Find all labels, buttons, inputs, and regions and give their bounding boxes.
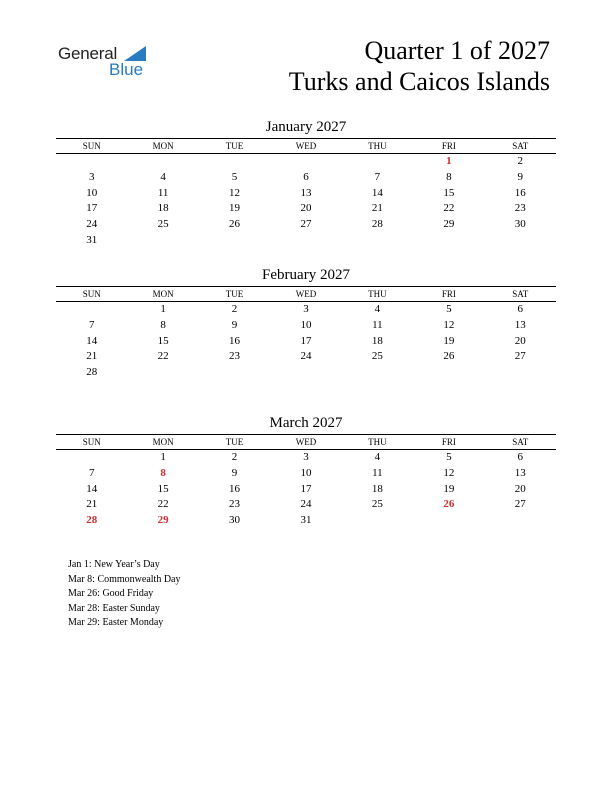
day-cell: 21 — [86, 498, 98, 511]
weekday-label: WED — [295, 141, 317, 151]
holiday-notes — [68, 558, 180, 631]
day-cell: 7 — [374, 170, 381, 183]
week-row — [56, 318, 556, 334]
day-cell: 27 — [514, 350, 526, 363]
day-cell: 24 — [86, 218, 98, 231]
day-cell: 28 — [371, 218, 383, 231]
day-cell: 15 — [157, 334, 169, 347]
page-title: Quarter 1 of 2027 — [364, 36, 550, 65]
weekday-label: MON — [152, 141, 174, 151]
day-cell: 25 — [371, 498, 383, 511]
empty-day-cell — [270, 154, 341, 170]
holiday-day-cell: 1 — [446, 155, 452, 167]
holiday-day-cell: 29 — [157, 514, 169, 527]
day-cell: 16 — [514, 186, 526, 199]
day-cell: 23 — [229, 498, 241, 511]
empty-day-cell — [127, 154, 198, 170]
day-cell: 5 — [446, 303, 452, 315]
week-row — [56, 233, 556, 249]
empty-day-cell — [413, 233, 484, 249]
holiday-note: Jan 1: New Year’s Day — [68, 559, 160, 570]
day-cell: 20 — [300, 202, 312, 215]
weekday-label: TUE — [225, 289, 244, 299]
weekday-label: WED — [295, 437, 317, 447]
day-cell: 10 — [86, 186, 98, 199]
day-cell: 14 — [86, 334, 98, 347]
day-cell: 28 — [86, 366, 98, 379]
holiday-day-cell: 28 — [86, 514, 98, 527]
day-cell: 4 — [374, 303, 381, 315]
week-row — [56, 497, 556, 513]
empty-day-cell — [127, 233, 198, 249]
logo-triangle-icon — [124, 46, 146, 61]
day-cell: 5 — [231, 170, 238, 183]
day-cell: 9 — [231, 318, 238, 331]
day-cell: 12 — [443, 318, 455, 331]
generalblue-logo — [58, 42, 168, 82]
week-row — [56, 365, 556, 381]
day-cell: 15 — [157, 482, 169, 495]
day-cell: 30 — [229, 514, 241, 527]
weekday-label: FRI — [441, 141, 456, 151]
day-cell: 16 — [229, 334, 241, 347]
day-cell: 31 — [86, 233, 98, 246]
empty-day-cell — [199, 233, 270, 249]
empty-day-cell — [56, 154, 127, 170]
day-cell: 19 — [443, 482, 455, 495]
week-row — [56, 201, 556, 217]
page-subtitle: Turks and Caicos Islands — [288, 67, 550, 96]
day-cell: 10 — [300, 318, 312, 331]
logo-blue-text: Blue — [109, 60, 144, 79]
weekday-label: MON — [152, 437, 174, 447]
day-cell: 19 — [229, 202, 241, 215]
day-cell: 1 — [160, 451, 166, 463]
weekday-label: SUN — [82, 289, 101, 299]
day-cell: 21 — [371, 202, 383, 215]
weekday-label: SAT — [512, 289, 529, 299]
empty-day-cell — [485, 513, 556, 529]
weekday-label: FRI — [441, 437, 456, 447]
empty-day-cell — [413, 365, 484, 381]
week-row — [56, 334, 556, 350]
day-cell: 13 — [514, 466, 526, 479]
day-cell: 16 — [229, 482, 241, 495]
holiday-note: Mar 8: Commonwealth Day — [68, 573, 181, 585]
day-cell: 4 — [160, 170, 166, 183]
weekday-label: WED — [295, 289, 317, 299]
weekday-label: THU — [368, 141, 387, 151]
day-cell: 8 — [160, 318, 166, 331]
weekday-label: FRI — [441, 289, 456, 299]
day-cell: 23 — [229, 350, 241, 363]
empty-day-cell — [342, 154, 413, 170]
weekday-label: THU — [368, 437, 387, 447]
day-cell: 7 — [88, 318, 95, 331]
week-row — [56, 513, 556, 529]
day-cell: 10 — [300, 466, 312, 479]
day-cell: 14 — [86, 482, 98, 495]
month-february — [56, 265, 556, 381]
month-title: February 2027 — [262, 267, 350, 283]
weekday-header-row — [56, 139, 556, 153]
weekday-label: SAT — [512, 141, 529, 151]
day-cell: 22 — [157, 350, 169, 363]
empty-day-cell — [270, 233, 341, 249]
day-cell: 27 — [300, 218, 312, 231]
month-march — [56, 413, 556, 529]
day-cell: 25 — [371, 350, 383, 363]
day-cell: 24 — [300, 350, 312, 363]
day-cell: 5 — [446, 451, 452, 463]
day-cell: 22 — [157, 498, 169, 511]
day-cell: 15 — [443, 186, 455, 199]
day-cell: 26 — [443, 350, 455, 363]
day-cell: 27 — [514, 498, 526, 511]
day-cell: 3 — [88, 170, 95, 183]
empty-day-cell — [342, 365, 413, 381]
day-cell: 6 — [517, 303, 523, 315]
day-cell: 18 — [371, 334, 383, 347]
empty-day-cell — [127, 365, 198, 381]
holiday-note: Mar 26: Good Friday — [68, 588, 154, 599]
weekday-label: MON — [152, 289, 174, 299]
day-cell: 31 — [300, 514, 312, 527]
day-cell: 6 — [303, 170, 309, 183]
holiday-note: Mar 28: Easter Sunday — [68, 602, 160, 614]
weekday-label: THU — [368, 289, 387, 299]
month-title: March 2027 — [269, 415, 343, 431]
month-january — [56, 117, 556, 249]
day-cell: 2 — [231, 451, 238, 463]
day-cell: 14 — [371, 186, 383, 199]
weekday-label: SUN — [82, 141, 101, 151]
empty-day-cell — [485, 365, 556, 381]
empty-day-cell — [199, 154, 270, 170]
day-cell: 19 — [443, 334, 455, 347]
week-row — [56, 349, 556, 365]
day-cell: 3 — [303, 451, 309, 463]
day-cell: 18 — [371, 482, 383, 495]
day-cell: 30 — [514, 218, 526, 231]
weekday-label: SAT — [512, 437, 529, 447]
weekday-header-row — [56, 435, 556, 449]
day-cell: 9 — [517, 170, 523, 183]
week-row — [56, 302, 556, 318]
day-cell: 26 — [229, 218, 241, 231]
weekday-label: TUE — [225, 141, 244, 151]
day-cell: 13 — [514, 318, 526, 331]
week-row — [56, 450, 556, 466]
day-cell: 1 — [160, 303, 166, 315]
weekday-label: TUE — [225, 437, 244, 447]
day-cell: 17 — [86, 202, 98, 215]
day-cell: 12 — [443, 466, 455, 479]
month-title: January 2027 — [265, 119, 347, 135]
day-cell: 11 — [372, 318, 383, 331]
day-cell: 12 — [229, 186, 241, 199]
day-cell: 23 — [514, 202, 526, 215]
empty-day-cell — [485, 233, 556, 249]
day-cell: 2 — [231, 303, 238, 315]
day-cell: 17 — [300, 334, 312, 347]
day-cell: 13 — [300, 186, 312, 199]
week-row — [56, 482, 556, 498]
day-cell: 2 — [517, 155, 523, 167]
empty-day-cell — [199, 365, 270, 381]
day-cell: 25 — [157, 218, 169, 231]
day-cell: 3 — [303, 303, 309, 315]
week-row — [56, 170, 556, 186]
empty-day-cell — [413, 513, 484, 529]
day-cell: 17 — [300, 482, 312, 495]
day-cell: 7 — [88, 466, 95, 479]
day-cell: 6 — [517, 451, 523, 463]
day-cell: 9 — [231, 466, 238, 479]
empty-day-cell — [270, 365, 341, 381]
empty-day-cell — [56, 450, 127, 466]
day-cell: 29 — [443, 218, 455, 231]
week-row — [56, 217, 556, 233]
week-row — [56, 186, 556, 202]
logo-general-text: General — [58, 44, 118, 63]
empty-day-cell — [56, 302, 127, 318]
empty-day-cell — [342, 513, 413, 529]
day-cell: 4 — [374, 451, 381, 463]
day-cell: 24 — [300, 498, 312, 511]
holiday-day-cell: 8 — [160, 466, 166, 479]
day-cell: 20 — [514, 334, 526, 347]
day-cell: 20 — [514, 482, 526, 495]
empty-day-cell — [342, 233, 413, 249]
day-cell: 11 — [157, 186, 169, 199]
weekday-label: SUN — [82, 437, 101, 447]
week-row — [56, 154, 556, 170]
day-cell: 8 — [446, 170, 452, 183]
day-cell: 21 — [86, 350, 98, 363]
week-row — [56, 466, 556, 482]
day-cell: 22 — [443, 202, 455, 215]
weekday-header-row — [56, 287, 556, 301]
day-cell: 11 — [372, 466, 383, 479]
day-cell: 18 — [157, 202, 169, 215]
holiday-note: Mar 29: Easter Monday — [68, 617, 164, 628]
holiday-day-cell: 26 — [443, 498, 455, 511]
